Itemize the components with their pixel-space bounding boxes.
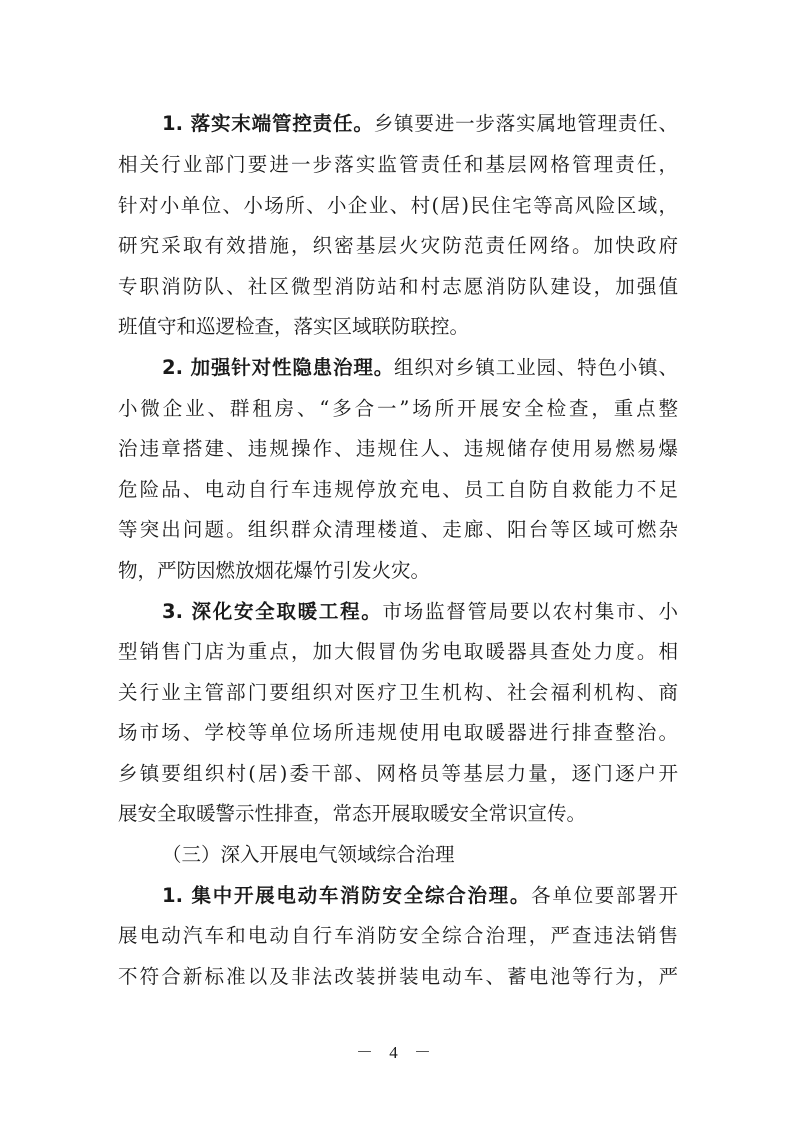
paragraph-line: 班值守和巡逻检查，落实区域联防联控。 — [118, 315, 470, 338]
paragraph-line: 关行业主管部门要组织对医疗卫生机构、社会福利机构、商 — [118, 681, 678, 704]
paragraph-line: 乡镇要组织村(居)委干部、网格员等基层力量，逐门逐户开 — [118, 762, 678, 785]
paragraph-heading: 1. 集中开展电动车消防安全综合治理。 — [162, 884, 532, 907]
paragraph-line: 展安全取暖警示性排查，常态开展取暖安全常识宣传。 — [118, 802, 587, 825]
paragraph-text: 市场监督管局要以农村集市、小 — [382, 600, 678, 623]
page-number: － 4 － — [356, 1043, 437, 1062]
paragraph-line: 专职消防队、社区微型消防站和村志愿消防队建设，加强值 — [118, 275, 678, 298]
paragraph-line: 物，严防因燃放烟花爆竹引发火灾。 — [118, 559, 431, 582]
paragraph-text: 组织对乡镇工业园、特色小镇、 — [394, 356, 678, 379]
paragraph-line: 危险品、电动自行车违规停放充电、员工自防自救能力不足 — [118, 478, 678, 501]
paragraph-text: 乡镇要进一步落实属地管理责任、 — [373, 112, 678, 135]
paragraph-line: 不符合新标准以及非法改装拼装电动车、蓄电池等行为，严 — [118, 965, 678, 988]
paragraph-line: 针对小单位、小场所、小企业、村(居)民住宅等高风险区域， — [118, 194, 678, 217]
paragraph-line: 等突出问题。组织群众清理楼道、走廊、阳台等区域可燃杂 — [118, 518, 678, 541]
paragraph-line — [162, 104, 678, 144]
paragraph-line: 型销售门店为重点，加大假冒伪劣电取暖器具查处力度。相 — [118, 640, 678, 663]
paragraph-text: 各单位要部署开 — [531, 884, 678, 907]
paragraph-heading: 3. 深化安全取暖工程。 — [162, 600, 383, 623]
paragraph-heading: 1. 落实末端管控责任。 — [162, 112, 374, 135]
paragraph-line: 场市场、学校等单位场所违规使用电取暖器进行排查整治。 — [118, 721, 678, 744]
paragraph-line — [162, 592, 678, 632]
paragraph-line: 相关行业部门要进一步落实监管责任和基层网格管理责任， — [118, 153, 678, 176]
paragraph-line — [162, 876, 678, 916]
paragraph-heading: 2. 加强针对性隐患治理。 — [162, 356, 395, 379]
paragraph-line: 研究采取有效措施，织密基层火灾防范责任网络。加快政府 — [118, 234, 678, 257]
paragraph-line: 小微企业、群租房、“多合一”场所开展安全检查，重点整 — [118, 397, 678, 420]
section-subheading: （三）深入开展电气领域综合治理 — [162, 843, 455, 866]
paragraph-line — [162, 348, 678, 388]
paragraph-line: 展电动汽车和电动自行车消防安全综合治理，严查违法销售 — [118, 924, 678, 947]
paragraph-line: 治违章搭建、违规操作、违规住人、违规储存使用易燃易爆 — [118, 437, 678, 460]
